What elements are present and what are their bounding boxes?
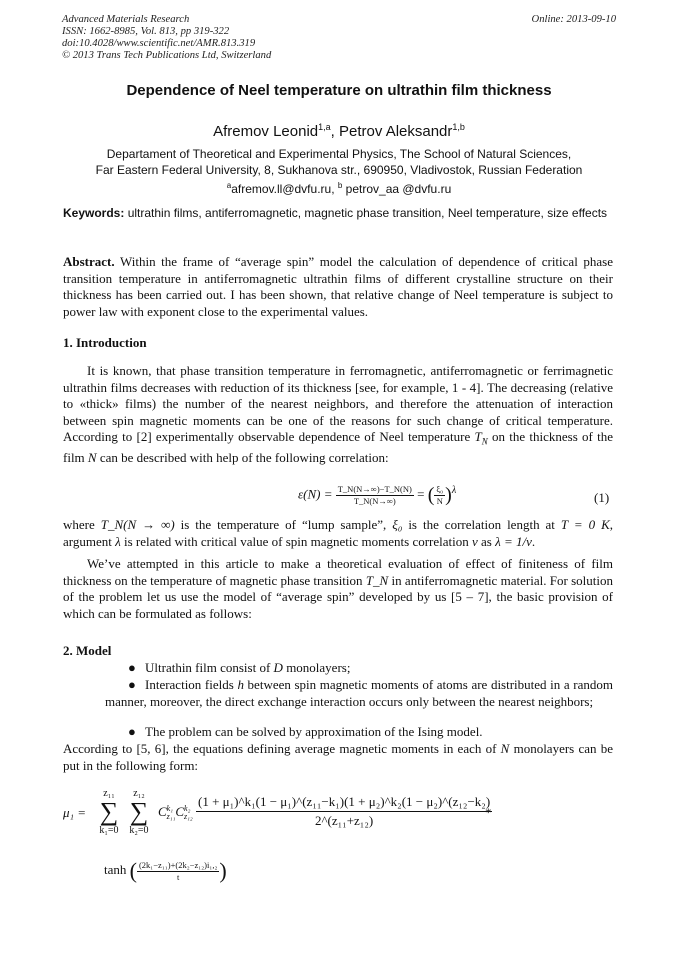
- email-sup-b: b: [337, 181, 343, 190]
- eq2-fraction: [196, 794, 492, 829]
- model-p-text-b: monolayers can be put in the following form:: [63, 741, 614, 773]
- intro-paragraph-2: [63, 517, 613, 550]
- intro-p2-text-g: .: [531, 533, 536, 549]
- issn-line: ISSN: 1662-8985, Vol. 813, pp 319-322: [62, 26, 230, 37]
- abstract: [63, 254, 613, 320]
- intro-p2-text-e: is related with critical value of spin magnetic moments correlation: [120, 533, 472, 549]
- email-2[interactable]: petrov_aa @dvfu.ru: [342, 182, 452, 196]
- intro-p2-text-a: where: [63, 517, 101, 532]
- bullet-2-text-b: between spin magnetic moments of atoms are distributed in a random manner, moreover, the direct exchange interaction occurs only between the nearest neighbors;: [105, 677, 613, 709]
- intro-p1-text-c: can be described with help of the following correlation:: [96, 450, 389, 466]
- intro-p3-text-b: in antiferromagnetic material. For solution of the problem let us use the model of “average spin” developed by us [5 – 7], the basic provision of which can be formulated as follows:: [63, 572, 613, 621]
- eq1-ratio-den: N: [436, 496, 443, 506]
- journal-name: Advanced Materials Research: [62, 14, 190, 25]
- keywords: [63, 205, 613, 221]
- eq1-ratio-num: ξ₀: [436, 484, 444, 494]
- author-2-sup: 1,b: [452, 122, 465, 132]
- bullet-icon: ●: [128, 724, 136, 739]
- section-2-heading: 2. Model: [63, 643, 112, 658]
- bullet-1-D: D: [273, 660, 283, 675]
- intro-p2-text-b: is the temperature of “lump sample”,: [174, 517, 393, 532]
- eq1-fraction: [336, 484, 414, 507]
- affiliation: [0, 147, 678, 198]
- model-p-N: N: [500, 741, 510, 756]
- abstract-label: Abstract.: [63, 254, 115, 269]
- model-paragraph: [63, 741, 613, 774]
- author-1-sup: 1,a: [318, 122, 331, 132]
- eq2-sum-1-bottom: k₁=0: [99, 825, 119, 836]
- keywords-label: Keywords:: [63, 206, 125, 220]
- paper-title: Dependence of Neel temperature on ultrathin film thickness: [126, 82, 552, 99]
- affiliation-line-2: Far Eastern Federal University, 8, Sukhanova str., 690950, Vladivostok, Russian Federation: [95, 162, 583, 177]
- intro-p1-T-sub: N: [481, 436, 488, 447]
- doi-line: doi:10.4028/www.scientific.net/AMR.813.319: [62, 38, 256, 49]
- section-1-heading: 1. Introduction: [63, 335, 147, 350]
- bullet-icon: ●: [128, 660, 136, 675]
- eq1-equals: =: [413, 486, 428, 502]
- intro-p1-N: N: [87, 450, 97, 466]
- bullet-1-text-b: monolayers;: [282, 660, 351, 675]
- eq1-exponent: λ: [451, 485, 457, 497]
- bullet-icon: ●: [128, 677, 136, 692]
- affiliation-line-1: Departament of Theoretical and Experimental Physics, The School of Natural Sciences,: [106, 147, 572, 161]
- intro-p3-text-a: We’ve attempted in this article to make a theoretical evaluation of effect of finiteness of film thickness on the temperature of magnetic phase transition: [63, 556, 613, 588]
- author-1: Afremov Leonid: [213, 123, 319, 140]
- author-line: [0, 122, 678, 140]
- intro-p2-lambda: λ: [115, 533, 121, 549]
- eq1-numerator: T_N(N→∞)−T_N(N): [337, 484, 412, 494]
- equation-2: [0, 788, 678, 844]
- online-date: Online: 2013-09-10: [531, 14, 616, 25]
- author-2: Petrov Aleksandr: [339, 123, 453, 140]
- model-p-text-a: According to [5, 6], the equations defining average magnetic moments in each of: [63, 741, 501, 756]
- abstract-text: Within the frame of “average spin” model the calculation of dependence of critical phase transition temperature in antiferromagnetic ultrathin films of different crystalline structure on their thickness has been carried out. I has been shown, that relative change of Neel temperature is subject to power law with exponent close to the experimental values.: [63, 254, 613, 319]
- sum-symbol-icon: ∑: [129, 797, 149, 826]
- eq2-lhs: [63, 805, 86, 821]
- eq2-sum-2: [126, 788, 152, 836]
- bullet-3-text: The problem can be solved by approximation of the Ising model.: [145, 724, 483, 739]
- eq2-sum-2-top: z₁₂: [133, 788, 145, 799]
- email-1[interactable]: afremov.ll@dvfu.ru,: [231, 182, 338, 196]
- keywords-text: ultrathin films, antiferromagnetic, magnetic phase transition, Neel temperature, size effects: [124, 206, 608, 220]
- eq2-numerator: (1 + μ₁)^k₁(1 − μ₁)^(z₁₁−k₁)(1 + μ₂)^k₂(1 − μ₂)^(z₁₂−k₂): [196, 794, 492, 812]
- bullet-2-text-a: Interaction fields: [145, 677, 238, 692]
- intro-p2-text-f: as: [477, 533, 496, 549]
- journal-header: [62, 14, 616, 62]
- eq1-denominator: T_N(N→∞): [353, 496, 396, 506]
- list-item: [105, 660, 613, 677]
- intro-p2-text-c: is the correlation length at: [402, 517, 561, 532]
- intro-p3-TN: T_N: [365, 572, 389, 588]
- copyright-line: © 2013 Trans Tech Publications Ltd, Switzerland: [62, 50, 272, 61]
- intro-p2-lump-temp: T_N(N → ∞): [100, 517, 175, 532]
- bullet-2-h: h: [237, 677, 244, 692]
- eq3-denominator: t: [177, 871, 180, 882]
- bullet-1-text-a: Ultrathin film consist of: [145, 660, 274, 675]
- intro-p2-nu: ν: [472, 533, 478, 549]
- emails: [0, 178, 678, 198]
- eq1-ratio: [434, 484, 445, 507]
- list-item: [105, 724, 613, 741]
- email-sup-a: a: [226, 181, 232, 190]
- intro-p1-text-b: on the thickness of the film: [63, 429, 613, 466]
- eq1-lhs: ε(N) =: [298, 486, 336, 502]
- eq2-sum-1-top: z₁₁: [103, 788, 115, 799]
- author-separator: ,: [330, 123, 339, 140]
- eq3-fraction: [137, 860, 219, 883]
- intro-p2-relation: λ = 1/ν: [495, 533, 532, 549]
- eq3-numerator: (2k₁−z₁₁)+(2k₂−z₁₂)i₁,₂: [138, 859, 218, 870]
- eq2-C2: C: [175, 804, 185, 819]
- eq2-denominator: 2^(z₁₁+z₁₂): [314, 813, 374, 828]
- list-item: [105, 677, 613, 710]
- eq3-tanh: tanh: [104, 861, 127, 877]
- eq2-lhs-text: μ₁ =: [63, 805, 87, 820]
- eq2-coefficients: Ck₁ z₁₁Ck₂ z₁₂: [158, 804, 193, 822]
- eq2-sum-1: [96, 788, 122, 836]
- intro-paragraph-3: [63, 556, 613, 622]
- intro-p2-t0: T = 0 K: [560, 517, 610, 532]
- eq2-sum-2-bottom: k₂=0: [129, 825, 149, 836]
- intro-paragraph-1: [63, 363, 613, 467]
- intro-p1-text-a: It is known, that phase transition temperature in ferromagnetic, antiferromagnetic or ferrimagnetic ultrathin films decreases with reduction of its thickness [see, for example, 1 - 4]. The decreasing (relative to «thick» films) the number of the nearest neighbors, and therefore the attenuation of interaction between spin magnetic moments can be one of the reasons for such change of critical temperature. According to [2] experimentally observable dependence of Neel temperature: [63, 363, 613, 444]
- intro-p2-text-d: , argument: [63, 517, 613, 549]
- eq2-C1: C: [158, 804, 167, 819]
- intro-p1-T: T: [474, 429, 482, 444]
- eq2-star: *: [485, 805, 492, 820]
- intro-p2-xi: ξ₀: [392, 517, 403, 532]
- eq1-label: (1): [594, 490, 610, 505]
- sum-symbol-icon: ∑: [99, 797, 119, 826]
